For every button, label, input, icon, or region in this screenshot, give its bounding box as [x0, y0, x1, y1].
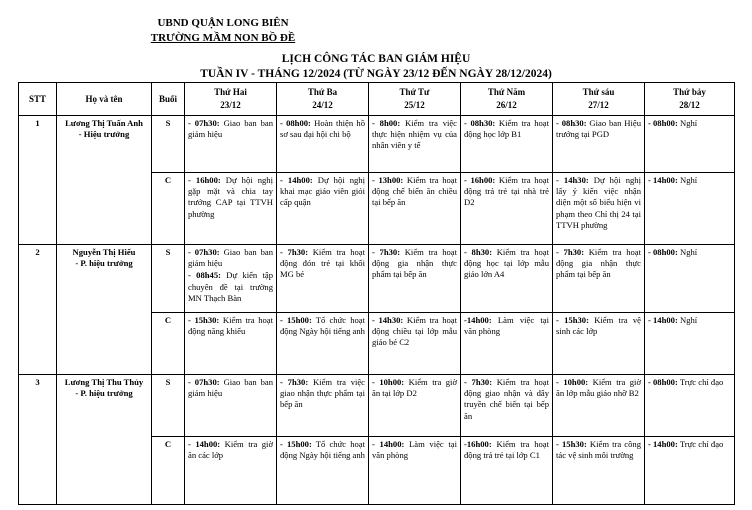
entry-time: - 7h30:: [464, 377, 493, 387]
entry-time: - 8h00:: [372, 118, 401, 128]
entry-time: - 08h30:: [464, 118, 496, 128]
entry-time: - 8h30:: [464, 247, 493, 257]
schedule-entry: - 14h00: Nghỉ: [648, 315, 698, 325]
schedule-entry: - 14h00: Dự hội nghị khai mạc giáo viên giỏi cấp quận: [280, 175, 365, 208]
column-label: Thứ bảy: [673, 87, 706, 98]
column-date: 27/12: [588, 100, 609, 110]
entry-time: - 08h00:: [648, 247, 678, 257]
person-name-cell: [57, 375, 152, 505]
column-label: Thứ Tư: [399, 87, 430, 98]
schedule-table-body: [19, 116, 735, 505]
day-cell-S-2: [369, 116, 461, 173]
column-date: 28/12: [679, 100, 700, 110]
day-cell-C-0: [185, 313, 277, 375]
column-date: 23/12: [220, 100, 241, 110]
stt-cell: 2: [19, 245, 57, 375]
entry-time: - 08h00:: [280, 118, 311, 128]
day-cell-S-4: [553, 116, 645, 173]
org-name-line2: TRƯỜNG MẦM NON BỒ ĐỀ: [150, 31, 296, 44]
schedule-entry: - 14h00: Làm việc tại văn phòng: [372, 439, 457, 461]
day-cell-C-2: [369, 313, 461, 375]
schedule-entry: - 14h30: Dự hội nghị lấy ý kiến việc nhận diện một số biểu hiện vi phạm theo Chỉ thị 24 tại TTVH phường: [556, 175, 641, 230]
schedule-entry: - 08h30: Kiểm tra hoạt động học lớp B1: [464, 118, 549, 140]
entry-time: - 14h00:: [648, 439, 678, 449]
title-line2: TUẦN IV - THÁNG 12/2024 (TỪ NGÀY 23/12 ĐẾN NGÀY 28/12/2024): [200, 67, 552, 80]
entry-time: - 10h00:: [556, 377, 589, 387]
day-cell-C-4: [553, 437, 645, 505]
entry-time: - 14h00:: [280, 175, 313, 185]
column-header-4: [277, 83, 369, 116]
person-title: - P. hiệu trưởng: [75, 388, 133, 399]
day-cell-S-2: [369, 245, 461, 313]
day-cell-C-4: [553, 173, 645, 245]
schedule-entry: - 13h00: Kiểm tra hoạt động chế biến ăn chiều tại bếp ăn: [372, 175, 457, 208]
day-cell-C-0: [185, 437, 277, 505]
schedule-entry: - 14h30: Kiểm tra hoạt động chiều tại lớp mẫu giáo bé C2: [372, 315, 457, 348]
column-label: Buổi: [158, 93, 177, 104]
entry-time: - 16h00:: [188, 175, 221, 185]
entry-time: - 10h00:: [372, 377, 405, 387]
day-cell-S-1: [277, 116, 369, 173]
schedule-entry: - 16h00: Dự hội nghị gặp mặt và chia tay trưởng CAP tại TTVH phường: [188, 175, 273, 219]
entry-time: - 08h00:: [648, 118, 678, 128]
entry-time: - 07h30:: [188, 118, 220, 128]
day-cell-C-1: [277, 173, 369, 245]
column-label: STT: [28, 93, 46, 104]
session-cell: S: [152, 245, 185, 313]
entry-time: - 08h45:: [188, 270, 221, 281]
schedule-entry: -16h00: Kiểm tra hoạt động trả trẻ tại lớp C1: [464, 439, 549, 461]
column-header-0: [19, 83, 57, 116]
person-title: - P. hiệu trưởng: [75, 258, 133, 269]
column-header-5: [369, 83, 461, 116]
person-name: Nguyễn Thị Hiếu: [72, 247, 136, 257]
column-label: Họ và tên: [85, 93, 123, 104]
schedule-entry: - 07h30: Giao ban ban giám hiệu: [188, 247, 273, 269]
stt-cell: 3: [19, 375, 57, 505]
column-label: Thứ sáu: [582, 87, 615, 98]
column-date: 25/12: [404, 100, 425, 110]
schedule-entry: - 15h00: Tổ chức hoạt động Ngày hội tiếng anh: [280, 315, 365, 337]
entry-time: -14h00:: [464, 315, 492, 325]
column-label: Thứ Năm: [487, 87, 526, 98]
entry-time: - 7h30:: [280, 377, 309, 387]
schedule-entry: - 15h30: Kiểm tra công tác vệ sinh môi trường: [556, 439, 642, 461]
schedule-entry: - 08h00: Trực chỉ đạo: [648, 377, 724, 387]
schedule-entry: - 07h30: Giao ban ban giám hiệu: [188, 118, 273, 140]
person-title: - Hiệu trưởng: [78, 129, 130, 140]
day-cell-C-5: [645, 313, 735, 375]
day-cell-S-0: [185, 116, 277, 173]
session-cell: S: [152, 116, 185, 173]
entry-time: - 15h00:: [280, 315, 312, 325]
title-line1: LỊCH CÔNG TÁC BAN GIÁM HIỆU: [281, 53, 471, 65]
schedule-entry: - 08h30: Giao ban Hiệu trưởng tại PGD: [556, 118, 641, 140]
session-cell: S: [152, 375, 185, 437]
person-name-cell: [57, 116, 152, 245]
day-cell-S-0: [185, 375, 277, 437]
day-cell-S-3: [461, 375, 553, 437]
person-name-cell: [57, 245, 152, 375]
column-header-1: [57, 83, 152, 116]
schedule-row-1-S: [19, 116, 735, 173]
entry-time: - 15h30:: [556, 315, 589, 325]
day-cell-C-2: [369, 437, 461, 505]
entry-time: - 14h00:: [188, 439, 221, 449]
entry-time: - 08h30:: [556, 118, 587, 128]
entry-time: - 16h00:: [464, 175, 496, 185]
organization-header: [108, 16, 338, 46]
day-cell-S-5: [645, 116, 735, 173]
schedule-entry: - 08h00: Nghỉ: [648, 118, 698, 128]
schedule-entry: - 16h00: Kiểm tra hoạt động trả trẻ tại nhà trẻ D2: [464, 175, 549, 208]
column-date: 24/12: [312, 100, 333, 110]
schedule-entry: - 14h00: Trực chỉ đạo: [648, 439, 724, 449]
day-cell-C-0: [185, 173, 277, 245]
day-cell-S-5: [645, 245, 735, 313]
entry-time: - 14h00:: [648, 315, 678, 325]
schedule-entry: - 7h30: Kiểm tra hoạt động đón trẻ tại khối MG bé: [280, 247, 365, 280]
schedule-row-3-S: [19, 375, 735, 437]
schedule-entry: - 15h30: Kiểm tra vệ sinh các lớp: [556, 315, 641, 337]
entry-time: - 08h00:: [648, 377, 678, 387]
column-date: 26/12: [496, 100, 517, 110]
entry-time: - 15h00:: [280, 439, 312, 449]
person-name: Lương Thị Tuấn Anh: [65, 118, 143, 128]
schedule-entry: - 14h00: Kiểm tra giờ ăn các lớp: [188, 439, 273, 461]
schedule-entry: - 8h30: Kiểm tra hoạt động học tại lớp mẫu giáo lớn A4: [464, 247, 549, 280]
day-cell-C-5: [645, 173, 735, 245]
day-cell-C-1: [277, 437, 369, 505]
day-cell-S-0: [185, 245, 277, 313]
document-title: [0, 52, 752, 82]
schedule-table-head: [19, 83, 735, 116]
day-cell-C-3: [461, 313, 553, 375]
day-cell-S-5: [645, 375, 735, 437]
entry-time: - 14h00:: [648, 175, 678, 185]
day-cell-S-3: [461, 245, 553, 313]
stt-cell: 1: [19, 116, 57, 245]
session-cell: C: [152, 313, 185, 375]
day-cell-S-4: [553, 245, 645, 313]
day-cell-C-4: [553, 313, 645, 375]
entry-time: - 14h30:: [372, 315, 404, 325]
column-header-3: [185, 83, 277, 116]
entry-time: -16h00:: [464, 439, 492, 449]
entry-time: - 15h30:: [556, 439, 587, 449]
session-cell: C: [152, 173, 185, 245]
entry-time: - 07h30:: [188, 247, 220, 257]
column-header-8: [645, 83, 735, 116]
entry-time: - 14h00:: [372, 439, 405, 449]
entry-time: - 07h30:: [188, 377, 220, 387]
day-cell-C-5: [645, 437, 735, 505]
column-label: Thứ Ba: [307, 87, 338, 98]
schedule-entry: - 8h00: Kiểm tra việc thực hiện nhiệm vụ của nhân viên y tế: [372, 118, 458, 151]
day-cell-S-1: [277, 245, 369, 313]
entry-time: - 7h30:: [556, 247, 585, 257]
schedule-entry: - 7h30: Kiểm tra hoạt động gia nhận thực phẩm tại bếp ăn: [556, 247, 641, 280]
entry-time: - 14h30:: [556, 175, 589, 185]
day-cell-S-4: [553, 375, 645, 437]
schedule-entry: - 08h00: Nghỉ: [648, 247, 698, 257]
schedule-entry: - 7h30: Kiểm tra hoạt động giao nhận và dây truyền chế biến tại bếp ăn: [464, 377, 549, 421]
session-cell: C: [152, 437, 185, 505]
schedule-entry: - 7h30: Kiểm tra hoạt động gia nhận thực phẩm tại bếp ăn: [372, 247, 457, 280]
schedule-entry: - 07h30: Giao ban ban giám hiệu: [188, 377, 273, 399]
day-cell-S-2: [369, 375, 461, 437]
schedule-entry: - 08h45: Dự kiến tập chuyên đề tại trường MN Thạch Bàn: [188, 270, 273, 303]
schedule-entry: - 7h30: Kiểm tra việc giao nhận thực phẩm tại bếp ăn: [280, 377, 366, 410]
schedule-entry: - 08h00: Hoàn thiện hồ sơ sau đại hội chi bộ: [280, 118, 365, 140]
column-label: Thứ Hai: [214, 87, 247, 98]
day-cell-C-3: [461, 437, 553, 505]
org-name-line1: UBND QUẬN LONG BIÊN: [157, 17, 289, 29]
schedule-entry: - 14h00: Nghỉ: [648, 175, 698, 185]
day-cell-C-1: [277, 313, 369, 375]
day-cell-S-1: [277, 375, 369, 437]
day-cell-C-2: [369, 173, 461, 245]
day-cell-C-3: [461, 173, 553, 245]
entry-time: - 7h30:: [280, 247, 309, 257]
entry-time: - 7h30:: [372, 247, 401, 257]
schedule-row-2-S: [19, 245, 735, 313]
day-cell-S-3: [461, 116, 553, 173]
column-header-2: [152, 83, 185, 116]
entry-time: - 15h30:: [188, 315, 220, 325]
schedule-entry: - 10h00: Kiểm tra giờ ăn tại lớp D2: [372, 377, 457, 399]
schedule-entry: - 10h00: Kiểm tra giờ ăn lớp mẫu giáo nhỡ B2: [556, 377, 641, 399]
column-header-7: [553, 83, 645, 116]
person-name: Lương Thị Thu Thủy: [64, 377, 144, 387]
schedule-entry: - 15h00: Tổ chức hoạt động Ngày hội tiếng anh: [280, 439, 365, 461]
schedule-entry: - 15h30: Kiểm tra hoạt động năng khiếu: [188, 315, 273, 337]
schedule-entry: -14h00: Làm việc tại văn phòng: [464, 315, 549, 337]
schedule-table: [18, 82, 735, 505]
entry-time: - 13h00:: [372, 175, 404, 185]
column-header-6: [461, 83, 553, 116]
